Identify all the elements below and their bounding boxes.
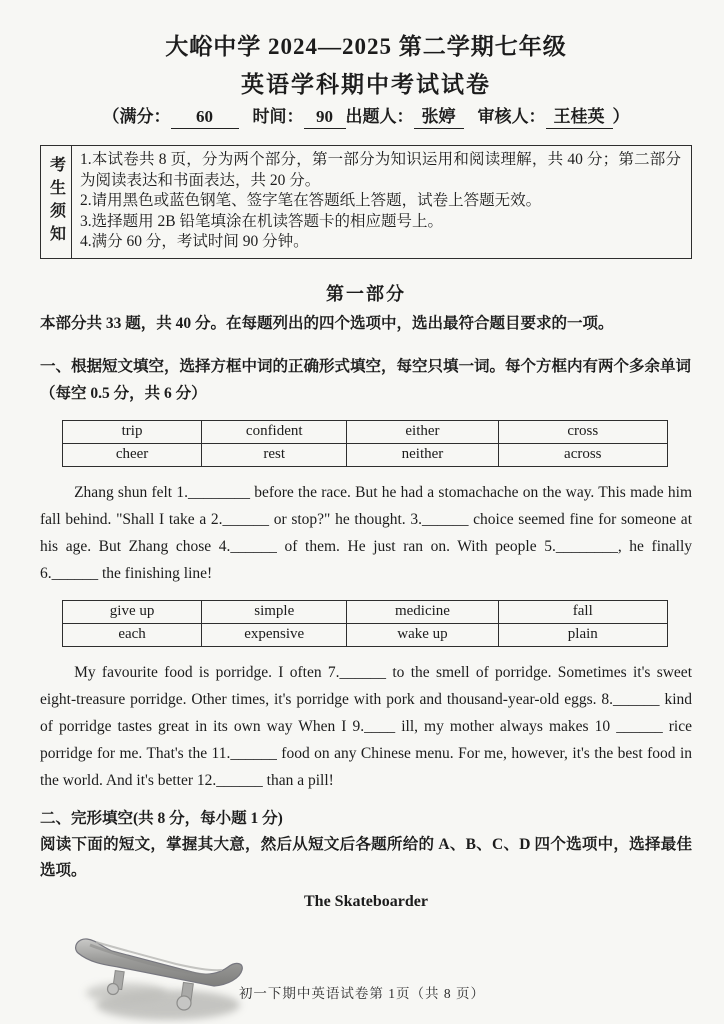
word-cell: either <box>347 420 498 443</box>
info-label-time: 时间： <box>252 107 304 126</box>
section1-title-line2: （每空 0.5 分，共 6 分） <box>40 384 207 402</box>
notice-item-4: 4.满分 60 分，考试时间 90 分钟。 <box>80 233 309 250</box>
notice-side-label: 考生须知 <box>41 146 72 258</box>
cloze-passage-2: My favourite food is porridge. I often 7.______ to the smell of porridge. Sometimes it's sweet eight-treasure porridge. Other times, it's porridge with pork and thousand-year-old eggs. 8.______ kind of porridge tastes great in its own way When I 9.____ ill, my mother always makes 10 ______ rice porridge for me. That's the 11.______ food on any Chinese menu. For me, however, it's the best food in the world. And it's better 12.______ than a pill! <box>40 663 692 789</box>
author-value: 张婷 <box>414 106 464 129</box>
word-cell: cheer <box>63 443 202 466</box>
word-box-1 <box>62 420 668 467</box>
page-title: 大峪中学 2024—2025 第二学期七年级 <box>165 34 567 59</box>
notice-item-3: 3.选择题用 2B 铅笔填涂在机读答题卡的相应题号上。 <box>80 212 443 230</box>
exam-info-line <box>40 106 692 129</box>
word-cell: simple <box>202 600 347 623</box>
word-cell: rest <box>202 443 347 466</box>
word-cell: confident <box>202 420 347 443</box>
word-cell: give up <box>63 600 202 623</box>
word-cell: across <box>498 443 667 466</box>
notice-items <box>72 146 691 258</box>
info-label-score: （满分： <box>102 107 171 126</box>
info-close-paren: ） <box>612 107 630 126</box>
section1-title-line1: 一、根据短文填空，选择方框中词的正确形式填空，每空只填一词。每个方框内有两个多余单词 <box>40 357 692 375</box>
time-value: 90 <box>304 106 346 129</box>
word-cell: plain <box>498 623 667 646</box>
part1-heading: 第一部分 <box>326 283 406 304</box>
notice-item-1: 1.本试卷共 8 页，分为两个部分，第一部分为知识运用和阅读理解，共 40 分；第二部分为阅读表达和书面表达，共 20 分。 <box>80 151 681 189</box>
cloze-passage-1: Zhang shun felt 1.________ before the race. But he had a stomachache on the way. This made him fall behind. "Shall I take a 2.______ or stop?" he thought. 3.______ choice seemed fine for someone at his age. But Zhang chose 4.______ of them. He just ran on. With people 5.________, he finally 6.______ the finishing line! <box>40 483 692 582</box>
word-cell: wake up <box>347 623 498 646</box>
word-box-2-row-2 <box>63 623 668 646</box>
page-subtitle: 英语学科期中考试试卷 <box>241 72 491 97</box>
word-cell: expensive <box>202 623 347 646</box>
word-cell: trip <box>63 420 202 443</box>
reading-passage-title: The Skateboarder <box>304 892 428 910</box>
word-cell: medicine <box>347 600 498 623</box>
word-cell: each <box>63 623 202 646</box>
notice-item-2: 2.请用黑色或蓝色钢笔、签字笔在答题纸上答题，试卷上答题无效。 <box>80 192 542 209</box>
word-box-2 <box>62 600 668 647</box>
skateboard-image <box>56 923 266 1024</box>
word-cell: cross <box>498 420 667 443</box>
word-box-1-row-2 <box>63 443 668 466</box>
reviewer-value: 王桂英 <box>546 106 613 129</box>
score-value: 60 <box>171 106 239 129</box>
word-box-2-row-1 <box>63 600 668 623</box>
section2-title: 二、完形填空(共 8 分，每小题 1 分) <box>40 809 283 827</box>
section1-title <box>40 353 692 407</box>
word-cell: neither <box>347 443 498 466</box>
candidate-notice-box <box>40 145 692 259</box>
word-cell: fall <box>498 600 667 623</box>
word-box-1-row-1 <box>63 420 668 443</box>
section2-instruction: 阅读下面的短文，掌握其大意，然后从短文后各题所给的 A、B、C、D 四个选项中，选择最佳选项。 <box>40 835 692 879</box>
info-label-author: 出题人： <box>345 107 414 126</box>
part1-intro: 本部分共 33 题，共 40 分。在每题列出的四个选项中，选出最符合题目要求的一项。 <box>40 314 614 332</box>
page-footer: 初一下期中英语试卷第 1页（共 8 页） <box>238 986 486 1001</box>
info-label-reviewer: 审核人： <box>477 107 546 126</box>
